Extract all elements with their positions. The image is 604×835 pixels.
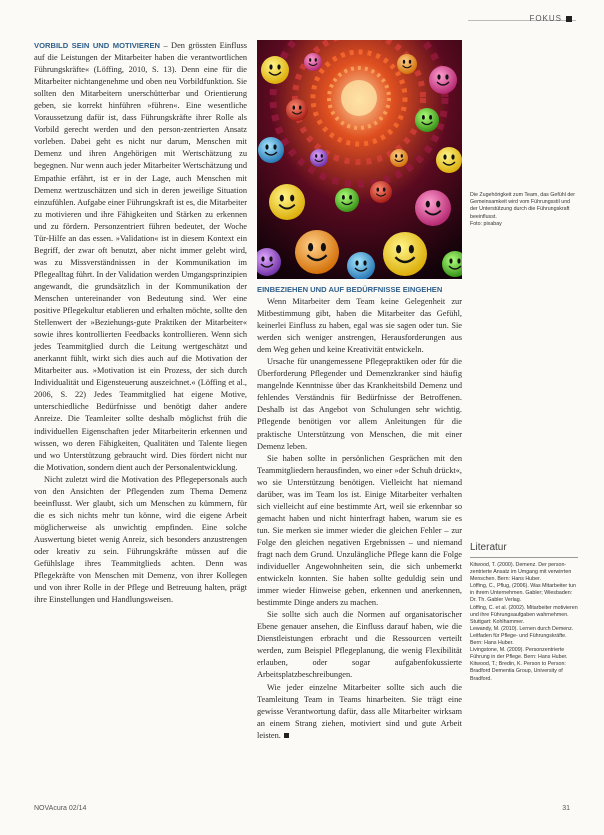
paragraph: Sie sollte sich auch die Normen auf organisatorischer Ebene genauer ansehen, die Einfluss darauf haben, wie die Dienstleistungen erbracht und die Ressourcen verteilt werden, zum Beispiel Pflegeplanung, die wenig Flexibilität erlauben, oder sogar aufgabenfokussierte Arbeitsplatzbeschreibungen. [257, 610, 462, 680]
page-number: 31 [562, 805, 570, 812]
paragraph: Wie jeder einzelne Mitarbeiter sollte sich auch die Teamleitung Team in Teams hinarbeiten. Sie trägt eine gewisse Verantwortung dafür, dass alle Mitarbeiter wirksam an einem Strang ziehen, motiviert sind und gute Arbeit leisten. [257, 682, 462, 740]
smiley-balloons-photo [257, 40, 462, 279]
literature-entry: Löffing, C. et al. (2002). Mitarbeiter motivieren und ihre Führungsaufgaben wahrnehmen. Stuttgart: Kohlhammer. [470, 604, 578, 625]
section-label: FOKUS [529, 14, 572, 23]
literature-title: Literatur [470, 542, 507, 553]
section-heading-einbeziehen: EINBEZIEHEN UND AUF BEDÜRFNISSE EINGEHEN [257, 285, 443, 294]
paragraph: Ursache für unangemessene Pflegepraktiken oder für die Überforderung Pflegender und Demenzkranker sind häufig mangelnde Kenntnisse über das Krankheitsbild Demenz und fehlendes Verständnis für Bedürfnisse der Betroffenen. Deshalb ist das Angebot von Schulungen sehr wichtig. Pflegende benötigen vor allem Anleitungen für die praktische Unterstützung von Menschen, die mit einer Demenz leben. [257, 357, 462, 451]
end-mark-icon [284, 733, 289, 738]
footer-publication: NOVAcura 02/14 [34, 805, 87, 812]
paragraph: VORBILD SEIN UND MOTIVIEREN – Den grössten Einfluss auf die Leistungen der Mitarbeiter haben die verantwortlichen Führungskräfte« (Löffing, 2010, S. 13). Denn eine für die Mitarbeiter nichtangenehme und oben neu Vorbildfunktion. Sie sollten den Mitarbeitern unerschütterbar und Orientierung geben, sie korrekt hinführen »führen«. Eine wesentliche Voraussetzung dafür ist, dass Führungskräfte ihrer Rolle als Vorbild gerecht werden und den person-zentrierten Ansatz vorleben. Dabei geht es nicht nur darum, Menschen mit Demenz und ihren Angehörigen mit Wertschätzung zu begegnen. Nur wenn auch jeder Mitarbeiter Wertschätzung und Empathie erfährt, ist er in der Lage, auch Menschen mit Demenz wertzuschätzen und sich in deren jeweilige Situation einzufühlen. Aufgabe einer Führungskraft ist es, die Mitarbeiter zu motivieren und ihre Fähigkeiten und Stärken zu erkennen und zu fördern. Personzentriert führen bedeutet, der Woche Tür-Hilfe an das essen. »Validation« ist in diesem Kontext ein Begriff, der zwar oft benutzt, aber nicht immer gelebt wird, was zu Missverständnissen in der Kommunikation im Pflegealltag führt. In der Validation werden Umgangsprinzipien angewandt, die grundsätzlich in der Kommunikation der Menschen untereinander von Bedeutung sind. Wer eine positive Pflegekultur etablieren und erhalten möchte, sollte den Stellenwert der »Beziehungs-gute Praktiken der Mitarbeiter« sowie ihres kontrollierten Feedbacks kontrollieren. Wenn sich jedes Teammitglied durch die Leitung wertgeschätzt und anerkannt fühlt, wirkt sich dies auch auf die Motivation der Mitarbeiter aus. »Motivation ist ein Prozess, der sich durch Individualität und Eigensteuerung auszeichnet.« (Löffing et al., 2006, S. 22) Jedes Teammitglied hat eigene Motive, unterschiedliche Bedürfnisse und benötigt daher andere Anreize. Die Teamleiter sollte deshalb möglichst früh die individuellen Eigenschaften jeder Mitarbeiterin erkennen und wissen, wo deren Fähigkeiten, Qualitäten und Talente liegen und wo Unterstützung gebraucht wird. Dies fördert nicht nur die Motivation, sondern dient auch der Personalentwicklung. [34, 41, 247, 472]
literature-entry: Kitwood, T. (2000). Demenz. Der person-zentrierte Ansatz im Umgang mit verwirrten Menschen. Bern: Hans Huber. [470, 562, 572, 583]
literature-entry: Livingstone, M. (2009). Personzentrierte Führung in der Pflege. Bern: Hans Huber. Kitwood, T.; Bredin, K. Person to Person: Bradford Dementia Group, University of Bradford. [470, 647, 568, 682]
section-heading-vorbild: VORBILD SEIN UND MOTIVIEREN [34, 41, 160, 50]
literature-rule [470, 557, 578, 558]
literature-entry: Lewandy, M. (2010). Lernen durch Demenz. Leitfaden für Pflege- und Führungskräfte. Bern: Hans Huber. [470, 625, 574, 647]
paragraph: Nicht zuletzt wird die Motivation des Pflegepersonals auch von den Ansichten der Pflegenden zum Thema Demenz beeinflusst. Wer glaubt, sich um Menschen zu kümmern, für die es sich nichts mehr tun könne, wird die eigene Arbeit möglicherweise als unwichtig empfinden. Eine solche Auswertung bietet wenig Anreiz, sich besonders anzustrengen oder kreativ zu sein. Führungskräfte müssen auf die Gefühlslage ihres Teammitglieds achten. Denn was Pflegekräfte von Menschen mit Demenz, von ihrer Kollegen und von ihrer Rolle in der Pflege und Betreuung halten, prägt ihre Einstellungen und Handlungsweisen. [34, 474, 247, 605]
photo-caption [470, 192, 578, 228]
literature-list [470, 562, 578, 683]
paragraph: Sie haben sollte in persönlichen Gesprächen mit den Teammitgliedern herausfinden, wo einer »der Schuh drückt«, wo sie Unterstützung benötigen. Vielleicht hat niemand darüber, was im Team los ist. Einige Mitarbeiter verhalten sich vielleicht auf eine bestimmte Art, weil sie erkennbar so gemacht haben und nicht hinterfragt haben, warum sie es tun. Sie merken sie immer wieder die gleichen Fehler – zur Folge den gleichen negativen Ergebnissen – und niemand fragt nach dem Grund. Unzulängliche Pflege kann die Folge individueller Angewohnheiten sein, die sich unbemerkt entwickeln konnten. Sie haben sollte geduldig sein und immer wieder Hinweise geben, erkennen und anerkennen, bestimmte Dinge anders zu machen. [257, 453, 462, 608]
column-left [34, 40, 247, 606]
photo-illustration [257, 40, 462, 279]
column-middle [257, 284, 462, 742]
caption-credit: Foto: pixabay [470, 220, 502, 227]
section-square-icon [566, 16, 572, 22]
caption-text: Die Zugehörigkeit zum Team, das Gefühl der Gemeinsamkeit wird vom Führungsstil und der Unterstützung durch die Führungskraft beeinflusst. [470, 192, 576, 220]
paragraph: Wenn Mitarbeiter dem Team keine Gelegenheit zur Mitbestimmung gibt, haben die Mitarbeiter das Gefühl, keinerlei Einfluss zu haben, egal was sie sagen oder tun. Sie werden sich weniger anstrengen, Herausforderungen aus dem Weg gehen und keine Kreativität entwickeln. [257, 297, 462, 355]
literature-entry: Löffing, C., Pflug, (2006). Was Mitarbeiter tun in ihrem Unternehmen. Gabler; Wiesbaden: Dr. Th. Gabler Verlag. [470, 583, 576, 604]
